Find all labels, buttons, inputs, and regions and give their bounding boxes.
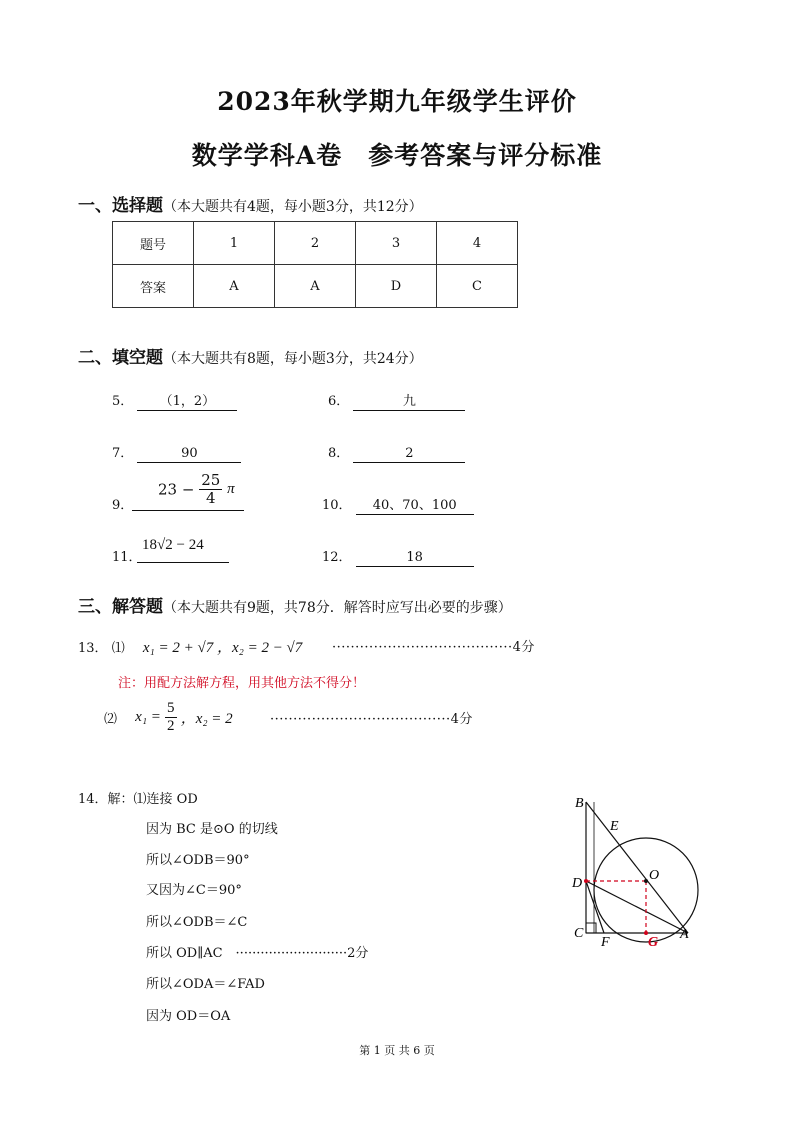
answer-formula: x₁ = 2 + √7 ，x₂ = 2 − √7 xyxy=(142,640,303,656)
label-b: B xyxy=(575,796,584,811)
proof-line: 所以∠ODA＝∠FAD xyxy=(146,977,265,992)
answer-prefix: 23 − xyxy=(158,480,195,499)
blank-answer: （1，2） xyxy=(137,393,237,411)
blank-item-6 xyxy=(328,390,465,411)
fraction xyxy=(165,700,177,735)
score-marker: ·······································4分 xyxy=(270,712,473,727)
answer-x1: x₁ = xyxy=(135,709,161,725)
score-marker: ·······································4分 xyxy=(332,640,535,655)
section1-title: 一、选择题 xyxy=(78,196,163,216)
question-number: 13． xyxy=(78,641,108,656)
label-a: A xyxy=(680,927,689,942)
blank-answer: 18√2 − 24 xyxy=(142,537,204,553)
label-e: E xyxy=(610,819,619,834)
item-number: 11． xyxy=(112,550,142,565)
item-number: 8． xyxy=(328,446,350,461)
section1-note: （本大题共有4题，每小题3分，共12分） xyxy=(163,199,423,215)
fraction-numerator: 25 xyxy=(201,471,221,489)
table-cell: 1 xyxy=(194,222,275,265)
method-note: 注：用配方法解方程，用其他方法不得分！ xyxy=(118,676,366,691)
item-number: 10． xyxy=(322,498,352,513)
label-o: O xyxy=(649,868,660,883)
table-row xyxy=(113,222,518,265)
proof-line: 因为 OD＝OA xyxy=(146,1009,231,1024)
point-d xyxy=(584,879,588,883)
page-subtitle: 数学学科A卷 参考答案与评分标准 xyxy=(191,141,603,170)
fraction-denominator: 4 xyxy=(205,489,216,507)
blank-answer: 九 xyxy=(353,393,465,411)
proof-line: 因为 BC 是⊙O 的切线 xyxy=(146,822,278,837)
table-cell-label: 答案 xyxy=(113,265,194,308)
section2-title: 二、填空题 xyxy=(78,348,163,368)
table-cell: 2 xyxy=(275,222,356,265)
table-cell: D xyxy=(356,265,437,308)
geometry-figure xyxy=(566,788,706,948)
blank-item-10 xyxy=(322,494,474,515)
blank-answer-fraction xyxy=(158,472,235,507)
page-title: 2023年秋学期九年级学生评价 xyxy=(217,87,577,116)
blank-item-7 xyxy=(112,442,241,463)
item-number: 5． xyxy=(112,394,134,409)
proof-line: 又因为∠C＝90° xyxy=(146,883,242,898)
blank-answer: 90 xyxy=(137,445,241,463)
item-number: 9． xyxy=(112,498,134,513)
proof-line: 所以∠ODB＝90° xyxy=(146,853,250,868)
table-cell: 4 xyxy=(437,222,518,265)
proof-line: 所以 OD∥AC ···························2分 xyxy=(146,946,369,961)
part-label: ⑵ xyxy=(104,712,118,727)
section2-note: （本大题共有8题，每小题3分，共24分） xyxy=(163,351,423,367)
right-angle-mark xyxy=(586,923,596,933)
fraction-denominator: 2 xyxy=(167,718,175,734)
answer-table xyxy=(112,221,518,308)
part-label: ⑴ xyxy=(111,641,125,656)
label-g: G xyxy=(648,935,659,948)
section1-heading xyxy=(78,191,423,216)
section3-title: 三、解答题 xyxy=(78,597,163,617)
table-cell-label: 题号 xyxy=(113,222,194,265)
blank-item-9 xyxy=(112,494,133,513)
blank-answer: 2 xyxy=(353,445,465,463)
proof-line: 所以∠ODB＝∠C xyxy=(146,915,248,930)
q13-part2 xyxy=(104,700,233,735)
table-cell: A xyxy=(275,265,356,308)
segment-ba xyxy=(586,802,688,933)
table-cell: C xyxy=(437,265,518,308)
blank-underline xyxy=(132,510,244,511)
fraction xyxy=(199,472,222,507)
section3-note: （本大题共有9题，共78分．解答时应写出必要的步骤） xyxy=(163,600,512,616)
point-o xyxy=(644,879,648,883)
page-footer: 第 1 页 共 6 页 xyxy=(359,1044,435,1057)
section3-heading xyxy=(78,592,512,617)
blank-item-5 xyxy=(112,390,237,411)
section2-heading xyxy=(78,343,423,368)
q13-part1 xyxy=(78,636,302,657)
fraction-numerator: 5 xyxy=(167,700,175,716)
table-cell: A xyxy=(194,265,275,308)
blank-item-12 xyxy=(322,546,474,567)
label-c: C xyxy=(574,926,584,941)
item-number: 12． xyxy=(322,550,352,565)
blank-item-8 xyxy=(328,442,465,463)
label-d: D xyxy=(572,876,583,891)
blank-underline xyxy=(137,562,229,563)
blank-answer: 18 xyxy=(356,549,474,567)
q14-heading: 14．解：⑴连接 OD xyxy=(78,792,198,807)
item-number: 7． xyxy=(112,446,134,461)
answer-x2: ，x₂ = 2 xyxy=(180,711,233,727)
blank-answer: 40、70、100 xyxy=(356,497,474,515)
table-cell: 3 xyxy=(356,222,437,265)
label-f: F xyxy=(601,935,610,948)
table-row xyxy=(113,265,518,308)
pi-symbol: π xyxy=(227,481,235,497)
item-number: 6． xyxy=(328,394,350,409)
